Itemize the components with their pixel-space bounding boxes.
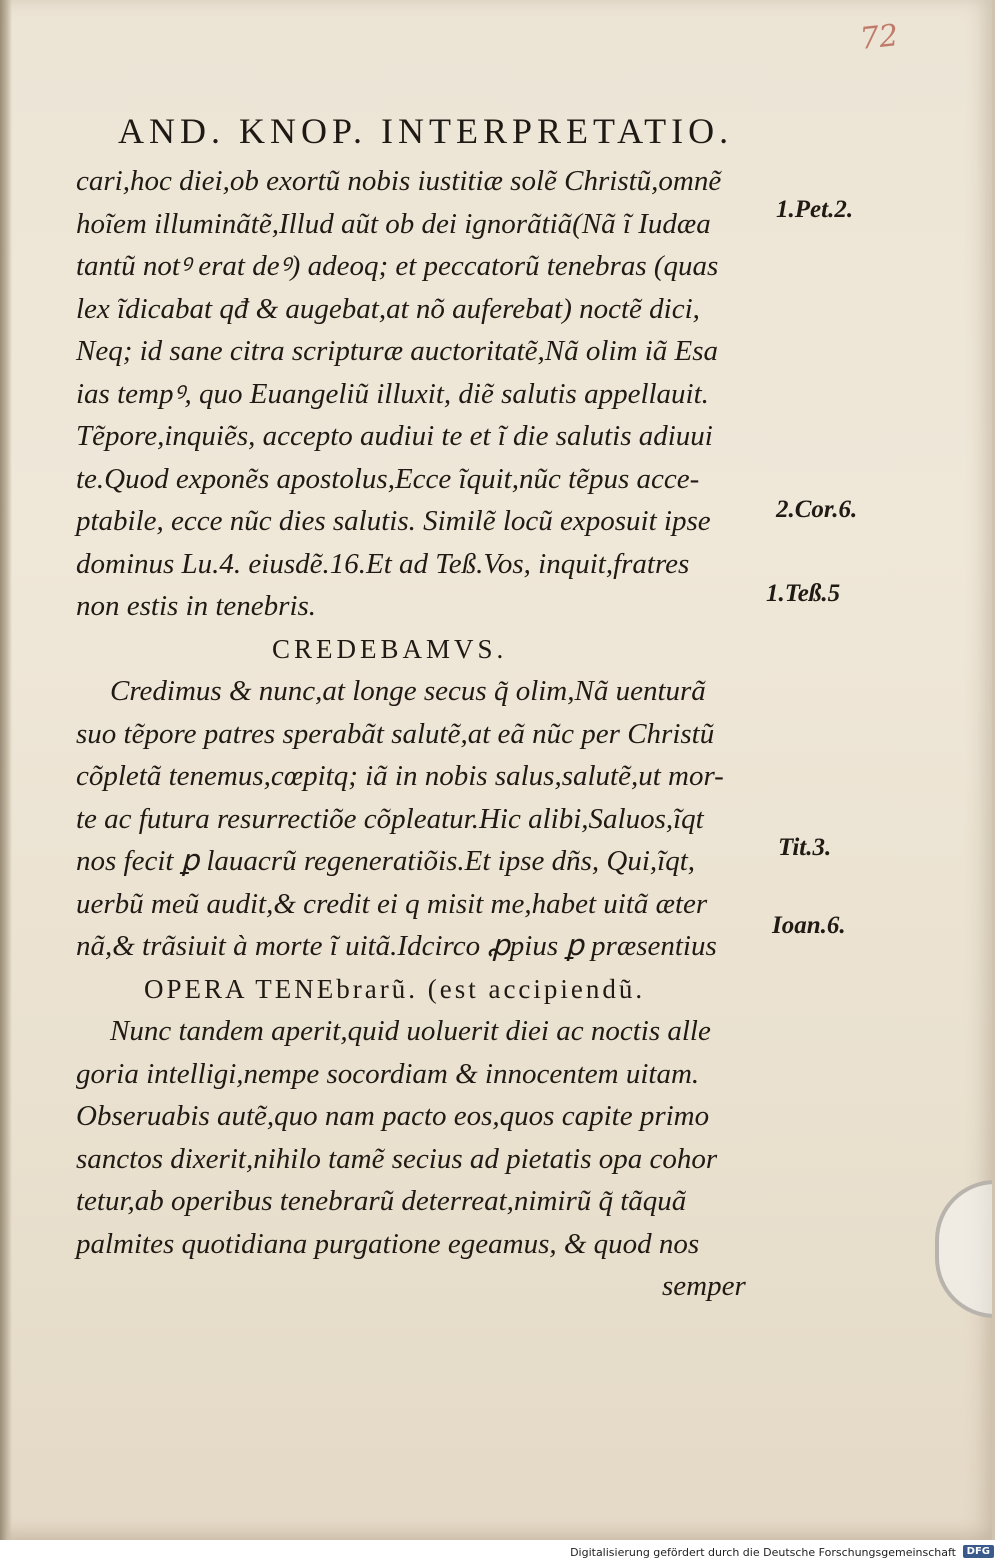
margin-note: 2.Cor.6.	[776, 496, 858, 523]
text-line: Obseruabis autẽ,quo nam pacto eos,quos capite primo	[76, 1100, 710, 1132]
text-line: Neq; id sane citra scripturæ auctoritatẽ,Nã olim iã Esa	[76, 335, 719, 367]
section-heading: OPERA TENEbrarũ. (est accipiendũ.	[144, 973, 646, 1004]
text-line: ptabile, ecce nũc dies salutis. Similẽ locũ exposuit ipse	[76, 505, 711, 537]
margin-note: 1.Teß.5	[766, 580, 841, 607]
folio-number: 72	[858, 18, 900, 57]
dfg-logo: DFG	[963, 1545, 994, 1558]
text-line: Nunc tandem aperit,quid uoluerit diei ac noctis alle	[110, 1015, 711, 1047]
text-line: cari,hoc diei,ob exortũ nobis iustitiæ solẽ Christũ,omnẽ	[76, 165, 722, 197]
text-line: te ac futura resurrectiõe cõpleatur.Hic alibi,Saluos,ĩqt	[76, 802, 704, 835]
text-line: cõpletã tenemus,cœpitq; iã in nobis salus,salutẽ,ut mor-	[76, 760, 724, 792]
page-binding-edge	[0, 0, 12, 1540]
text-block	[76, 160, 776, 1308]
margin-note: Ioan.6.	[772, 912, 846, 939]
text-line: goria intelligi,nempe socordiam & innocentem uitam.	[76, 1057, 700, 1090]
text-line: lex ĩdicabat qđ & augebat,at nõ auferebat) noctẽ dici,	[76, 292, 700, 325]
footer-credit: Digitalisierung gefördert durch die Deutsche Forschungsgemeinschaft	[570, 1546, 956, 1559]
text-line: dominus Lu.4. eiusdẽ.16.Et ad Teß.Vos, inquit,fratres	[76, 547, 690, 580]
text-line: non estis in tenebris.	[76, 590, 317, 622]
text-line: Credimus & nunc,at longe secus q̃ olim,Nã uenturã	[110, 675, 706, 707]
text-line: Tẽpore,inquiẽs, accepto audiui te et ĩ die salutis adiuui	[76, 420, 713, 452]
text-line: palmites quotidiana purgatione egeamus, & quod nos	[76, 1227, 700, 1260]
footer-bar	[0, 1540, 1000, 1566]
text-line: tantũ notꝰ erat deꝰ) adeoq; et peccatorũ tenebras (quas	[76, 250, 719, 282]
text-line: uerbũ meũ audit,& credit ei q misit me,habet uitã æter	[76, 887, 708, 920]
section-heading: CREDEBAMVS.	[272, 633, 508, 664]
text-line: ias tempꝰ, quo Euangeliũ illuxit, diẽ salutis appellauit.	[76, 377, 709, 410]
margin-note: Tit.3.	[778, 834, 832, 861]
text-line: suo tẽpore patres sperabãt salutẽ,at eã nũc per Christũ	[76, 717, 715, 750]
text-line: nos fecit ꝑ lauacrũ regeneratiõis.Et ipse dñs, Qui,ĩqt,	[76, 845, 696, 877]
text-line: te.Quod exponẽs apostolus,Ecce ĩquit,nũc tẽpus acce-	[76, 462, 700, 495]
text-line: sanctos dixerit,nihilo tamẽ secius ad pietatis opa cohor	[76, 1142, 718, 1175]
text-line: hoĩem illuminãtẽ,Illud aũt ob dei ignorãtiã(Nã ĩ Iudæa	[76, 207, 711, 240]
text-line: tetur,ab operibus tenebrarũ deterreat,nimirũ q̃ tãquã	[76, 1185, 687, 1217]
running-head: AND. KNOP. INTERPRETATIO.	[118, 111, 734, 151]
text-line: nã,& trãsiuit à morte ĩ uitã.Idcirco ꝓpius ꝑ præsentius	[76, 930, 717, 962]
margin-note: 1.Pet.2.	[776, 196, 854, 223]
catchword: semper	[662, 1270, 746, 1302]
paper-clasp	[935, 1180, 995, 1318]
